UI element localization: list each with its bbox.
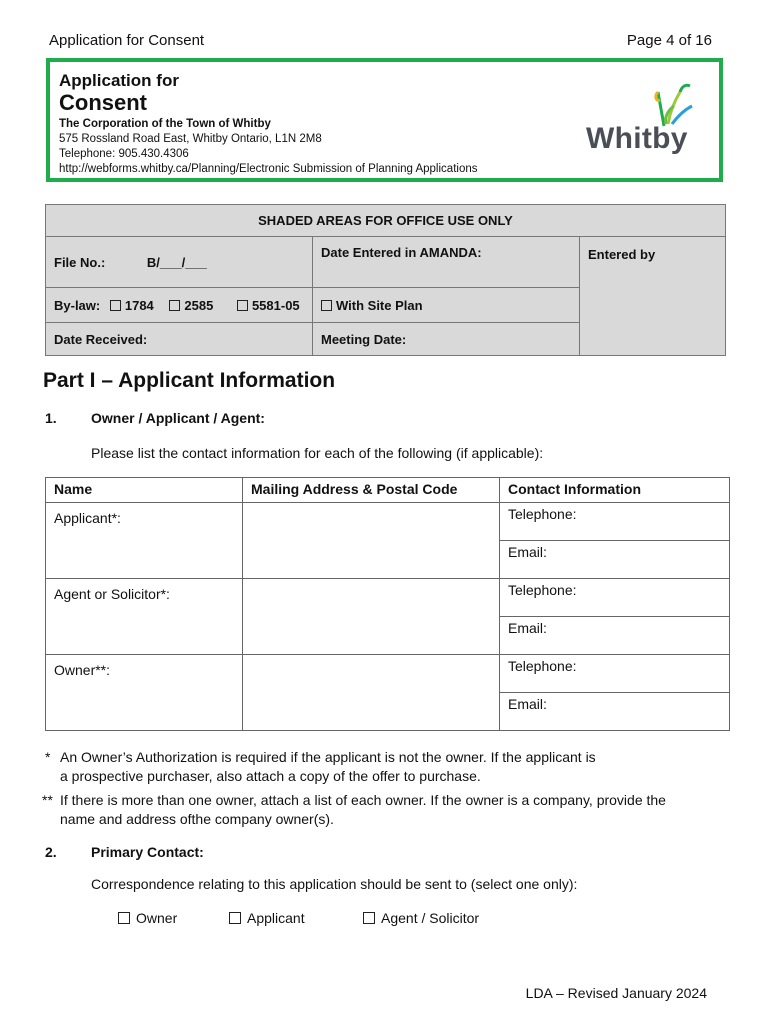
whitby-logo-text: Whitby (586, 122, 688, 155)
checkbox-icon (118, 912, 130, 924)
banner-title-line2: Consent (59, 90, 147, 115)
contact-option-owner[interactable]: Owner (118, 910, 177, 926)
section2-instruction: Correspondence relating to this application should be sent to (select one only): (91, 876, 578, 892)
owner-email-cell[interactable]: Email: (500, 693, 730, 731)
meeting-date-label: Meeting Date: (321, 331, 407, 347)
section1-title: Owner / Applicant / Agent: (91, 410, 265, 426)
banner-org: The Corporation of the Town of Whitby (59, 118, 271, 130)
banner-url: http://webforms.whitby.ca/Planning/Electronic Submission of Planning Applications (59, 163, 478, 175)
site-plan-cell[interactable] (313, 288, 580, 323)
entered-by-label: Entered by (588, 247, 656, 262)
banner-title-line1: Application for (59, 71, 179, 90)
note1-mark: * (45, 749, 51, 765)
section2-number: 2. (45, 844, 57, 860)
bylaw-option-5581-05[interactable]: 5581-05 (237, 298, 300, 313)
note2-line1: If there is more than one owner, attach a list of each owner. If the owner is a company, provide the (60, 792, 666, 808)
section1-number: 1. (45, 410, 57, 426)
checkbox-icon (321, 300, 332, 311)
checkbox-icon (363, 912, 375, 924)
applicant-address-cell[interactable] (243, 503, 500, 579)
col-header-address: Mailing Address & Postal Code (243, 478, 500, 503)
note2-text (60, 791, 666, 829)
owner-phone-cell[interactable]: Telephone: (500, 655, 730, 693)
contact-option-agent[interactable]: Agent / Solicitor (363, 910, 479, 926)
office-use-heading: SHADED AREAS FOR OFFICE USE ONLY (46, 205, 726, 237)
checkbox-icon (169, 300, 180, 311)
col-header-name: Name (46, 478, 243, 503)
note1-line2: a prospective purchaser, also attach a copy of the offer to purchase. (60, 768, 481, 784)
checkbox-icon (237, 300, 248, 311)
office-use-table (45, 204, 726, 356)
contacts-table (45, 477, 730, 731)
entered-by-cell[interactable] (580, 237, 726, 356)
contact-option-applicant[interactable]: Applicant (229, 910, 305, 926)
footer-revision: LDA – Revised January 2024 (525, 985, 707, 1001)
site-plan-label: With Site Plan (336, 297, 423, 313)
note2-mark: ** (42, 792, 53, 808)
agent-name-cell[interactable]: Agent or Solicitor*: (46, 579, 243, 655)
banner-phone: Telephone: 905.430.4306 (59, 148, 189, 160)
whitby-logo (586, 80, 696, 160)
part1-heading: Part I – Applicant Information (43, 369, 336, 392)
whitby-logo-icon (586, 80, 696, 128)
owner-address-cell[interactable] (243, 655, 500, 731)
table-row (46, 655, 730, 693)
note2-line2: name and address ofthe company owner(s). (60, 811, 334, 827)
section2-title: Primary Contact: (91, 844, 204, 860)
col-header-contact: Contact Information (500, 478, 730, 503)
applicant-email-cell[interactable]: Email: (500, 541, 730, 579)
bylaw-label: By-law: (54, 297, 101, 313)
date-entered-label: Date Entered in AMANDA: (321, 245, 482, 260)
note1-text (60, 748, 596, 786)
bylaw-cell (46, 288, 313, 323)
meeting-date-cell[interactable] (313, 323, 580, 356)
table-row (46, 579, 730, 617)
note1-line1: An Owner’s Authorization is required if the applicant is not the owner. If the applicant is (60, 749, 596, 765)
applicant-phone-cell[interactable]: Telephone: (500, 503, 730, 541)
agent-address-cell[interactable] (243, 579, 500, 655)
owner-name-cell[interactable]: Owner**: (46, 655, 243, 731)
header-title: Application for Consent (49, 32, 205, 49)
checkbox-icon (229, 912, 241, 924)
date-entered-cell[interactable] (313, 237, 580, 288)
file-no-cell[interactable] (46, 237, 313, 288)
table-row (46, 503, 730, 541)
agent-email-cell[interactable]: Email: (500, 617, 730, 655)
section1-instruction: Please list the contact information for each of the following (if applicable): (91, 445, 544, 461)
banner-address: 575 Rossland Road East, Whitby Ontario, L1N 2M8 (59, 133, 322, 145)
checkbox-icon (110, 300, 121, 311)
date-received-cell[interactable] (46, 323, 313, 356)
bylaw-option-2585[interactable]: 2585 (169, 298, 213, 313)
title-banner (46, 58, 723, 182)
agent-phone-cell[interactable]: Telephone: (500, 579, 730, 617)
applicant-name-cell[interactable]: Applicant*: (46, 503, 243, 579)
file-no-value: B/___/___ (146, 254, 207, 270)
bylaw-option-1784[interactable]: 1784 (110, 298, 154, 313)
date-received-label: Date Received: (54, 331, 148, 347)
page-number: Page 4 of 16 (626, 32, 712, 49)
file-no-label: File No.: (54, 254, 106, 270)
